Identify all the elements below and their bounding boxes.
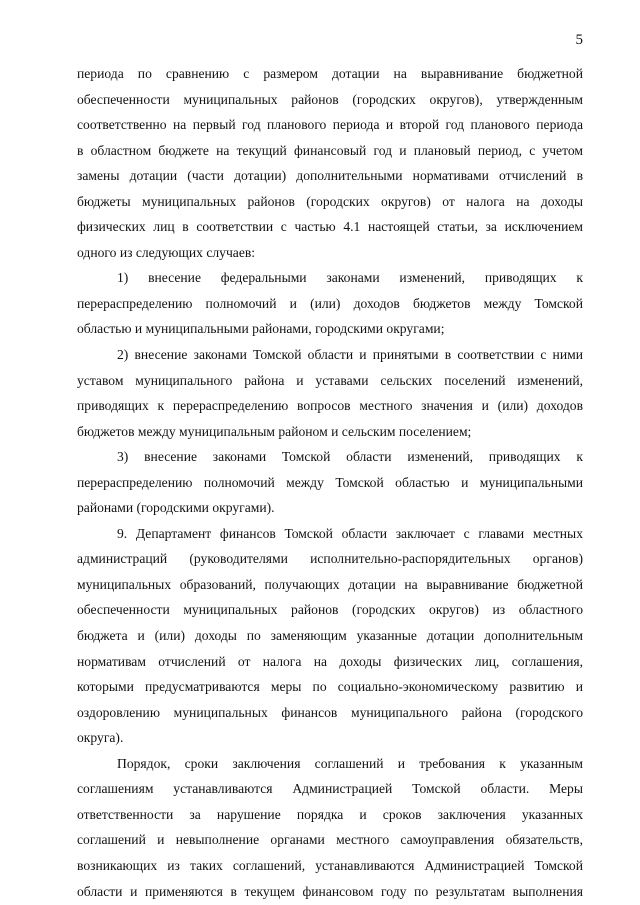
text-line: одного из следующих случаев: xyxy=(77,244,256,260)
text-line: которыми предусматриваются меры по социально-экономическому развитию и xyxy=(77,679,583,695)
page-number: 5 xyxy=(575,32,583,48)
text-line: 9. Департамент финансов Томской области заключает с главами местных xyxy=(117,525,583,541)
text-line: перераспределению полномочий между Томской областью и муниципальными xyxy=(77,474,583,490)
text-line: замены дотации (части дотации) дополнительными нормативами отчислений в xyxy=(77,168,583,184)
text-line: округа). xyxy=(77,730,124,746)
text-line: бюджета и (или) доходы по заменяющим указанные дотации дополнительным xyxy=(77,628,583,644)
text-line: периода по сравнению с размером дотации на выравнивание бюджетной xyxy=(77,66,583,81)
text-line: районами (городскими округами). xyxy=(77,500,275,516)
text-line: ответственности за нарушение порядка и сроков заключения указанных xyxy=(77,806,583,822)
text-line: нормативам отчислений от налога на доходы физических лиц, соглашения, xyxy=(77,653,583,669)
document-body xyxy=(77,61,583,904)
text-line: 1) внесение федеральными законами изменений, приводящих к xyxy=(117,270,583,286)
text-line: возникающих из таких соглашений, устанавливаются Администрацией Томской xyxy=(77,857,583,873)
text-line: 3) внесение законами Томской области изменений, приводящих к xyxy=(117,449,583,465)
text-line: областью и муниципальными районами, городскими округами; xyxy=(77,321,445,337)
text-line: оздоровлению муниципальных финансов муниципального района (городского xyxy=(77,704,583,720)
text-line: бюджетов между муниципальным районом и сельским поселением; xyxy=(77,423,472,439)
text-line: муниципальных образований, получающих дотации на выравнивание бюджетной xyxy=(77,576,583,592)
text-line: 2) внесение законами Томской области и принятыми в соответствии с ними xyxy=(117,347,583,363)
text-line: уставом муниципального района и уставами сельских поселений изменений, xyxy=(77,372,583,388)
text-line: соглашениям устанавливаются Администрацией Томской области. Меры xyxy=(77,781,583,797)
text-line: в областном бюджете на текущий финансовый год и плановый период, с учетом xyxy=(77,142,583,158)
text-line: Порядок, сроки заключения соглашений и требования к указанным xyxy=(117,755,583,771)
text-line: администраций (руководителями исполнительно-распорядительных органов) xyxy=(77,551,583,567)
text-line: бюджеты муниципальных районов (городских округов) от налога на доходы xyxy=(77,193,583,209)
text-line: соглашений и невыполнение органами местного самоуправления обязательств, xyxy=(77,832,583,848)
text-line: приводящих к перераспределению вопросов местного значения и (или) доходов xyxy=(77,398,583,414)
text-line: физических лиц в соответствии с частью 4.1 настоящей статьи, за исключением xyxy=(77,219,583,235)
text-line: обеспеченности муниципальных районов (городских округов), утвержденным xyxy=(77,91,583,107)
text-line: перераспределению полномочий и (или) доходов бюджетов между Томской xyxy=(77,295,583,311)
text-line: обеспеченности муниципальных районов (городских округов) из областного xyxy=(77,602,583,618)
text-line: области и применяются в текущем финансовом году по результатам выполнения xyxy=(77,883,583,899)
text-line: соответственно на первый год планового периода и второй год планового периода xyxy=(77,117,583,133)
